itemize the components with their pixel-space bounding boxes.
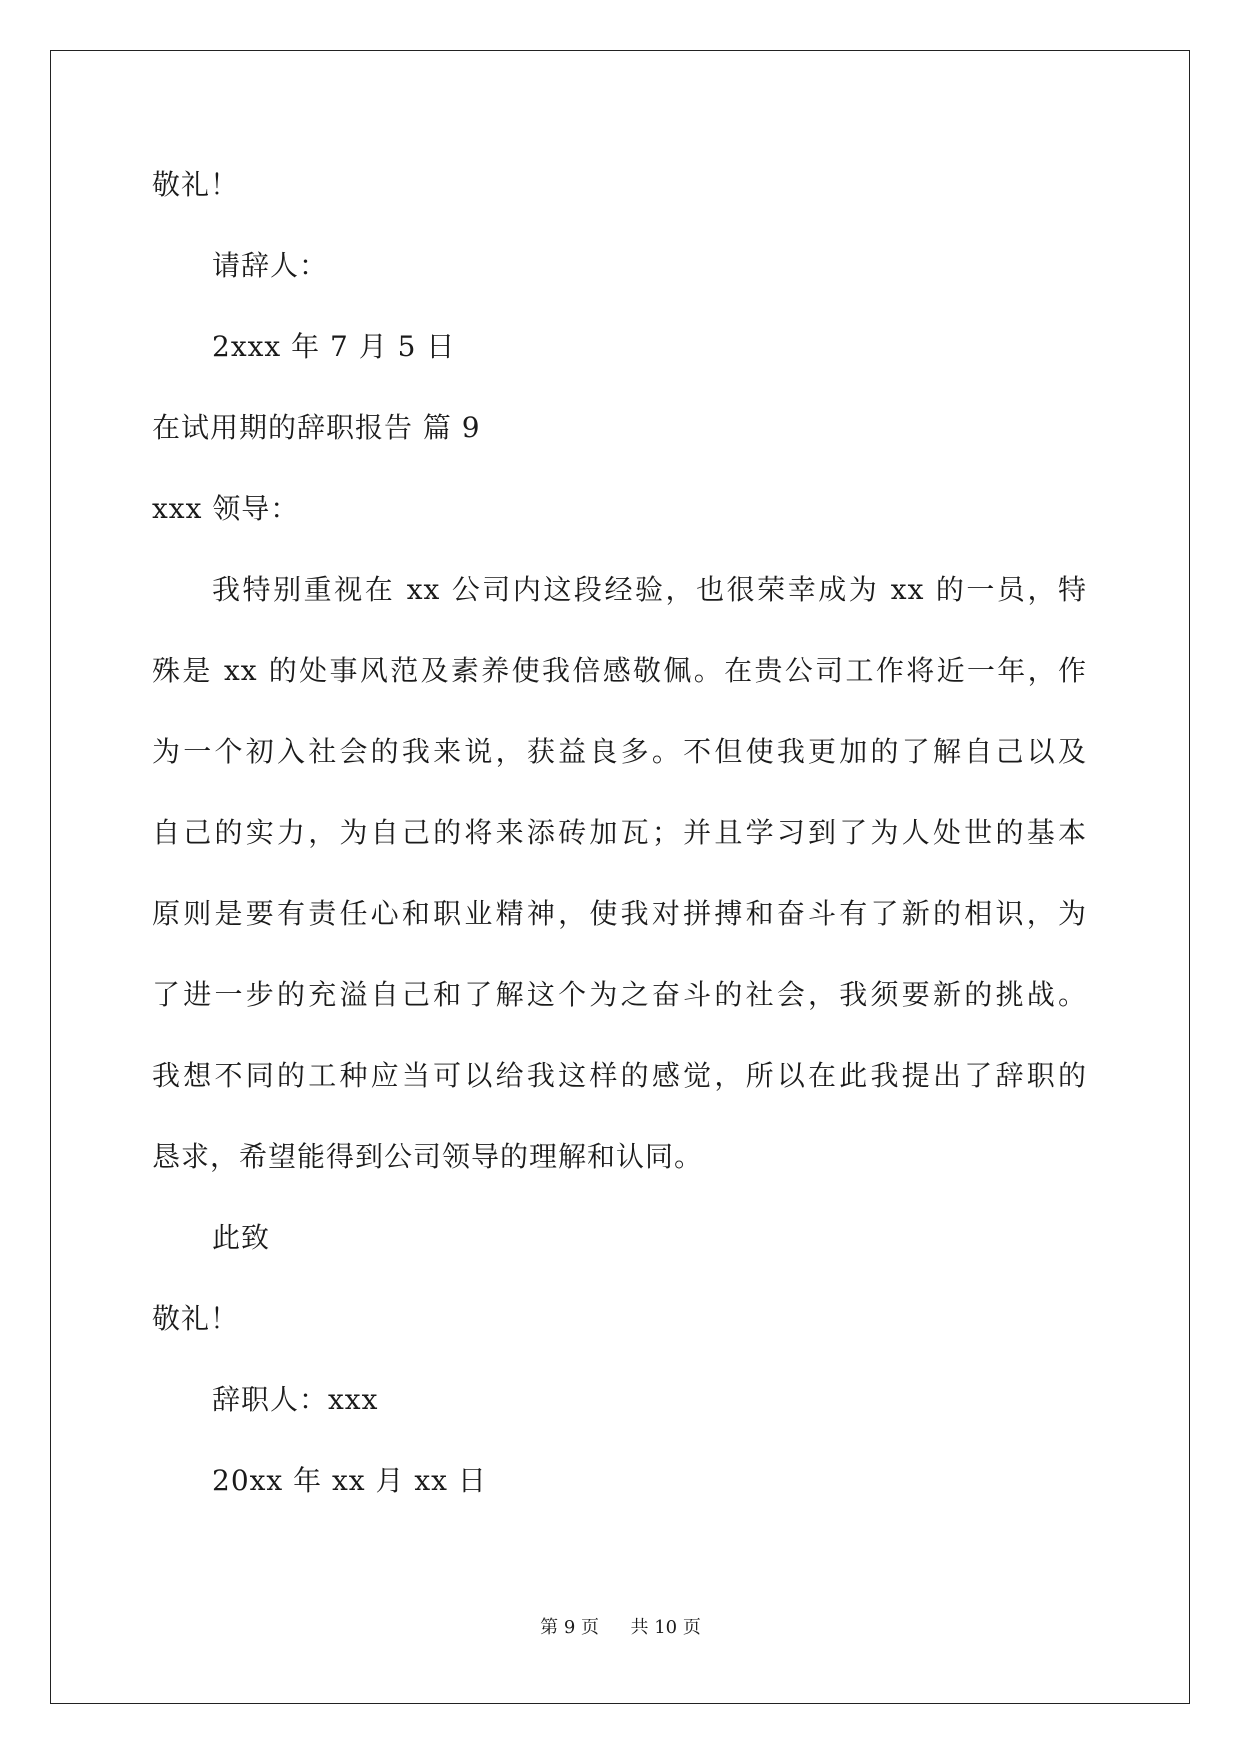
- signer-line: 请辞人：: [212, 249, 329, 282]
- date-line: 20xx 年 xx 月 xx 日: [212, 1464, 487, 1497]
- closing-regards: 敬礼！: [152, 1302, 240, 1335]
- body-paragraph-line: 殊是 xx 的处事风范及素养使我倍感敬佩。在贵公司工作将近一年，作: [152, 654, 1087, 687]
- document-body: [152, 165, 1087, 1501]
- section-heading: 在试用期的辞职报告 篇 9: [152, 411, 481, 444]
- date-line: 2xxx 年 7 月 5 日: [212, 330, 456, 363]
- page-number-total: 共 10 页: [630, 1617, 701, 1638]
- body-paragraph-line: 了进一步的充溢自己和了解这个为之奋斗的社会，我须要新的挑战。: [152, 978, 1087, 1011]
- body-paragraph-line: 我特别重视在 xx 公司内这段经验，也很荣幸成为 xx 的一员，特: [212, 573, 1087, 606]
- body-paragraph-line: 自己的实力，为自己的将来添砖加瓦；并且学习到了为人处世的基本: [152, 816, 1087, 849]
- body-paragraph-line: 原则是要有责任心和职业精神，使我对拼搏和奋斗有了新的相识，为: [152, 897, 1087, 930]
- body-paragraph-line: 恳求，希望能得到公司领导的理解和认同。: [152, 1140, 704, 1173]
- signer-line: 辞职人：xxx: [212, 1383, 379, 1416]
- regards-open: 此致: [212, 1221, 271, 1254]
- closing-regards: 敬礼！: [152, 168, 240, 201]
- body-paragraph-line: 我想不同的工种应当可以给我这样的感觉，所以在此我提出了辞职的: [152, 1059, 1087, 1092]
- salutation: xxx 领导：: [152, 492, 300, 525]
- page-number-current: 第 9 页: [540, 1617, 600, 1638]
- page-footer: [0, 1616, 1241, 1640]
- body-paragraph-line: 为一个初入社会的我来说，获益良多。不但使我更加的了解自己以及: [152, 735, 1087, 768]
